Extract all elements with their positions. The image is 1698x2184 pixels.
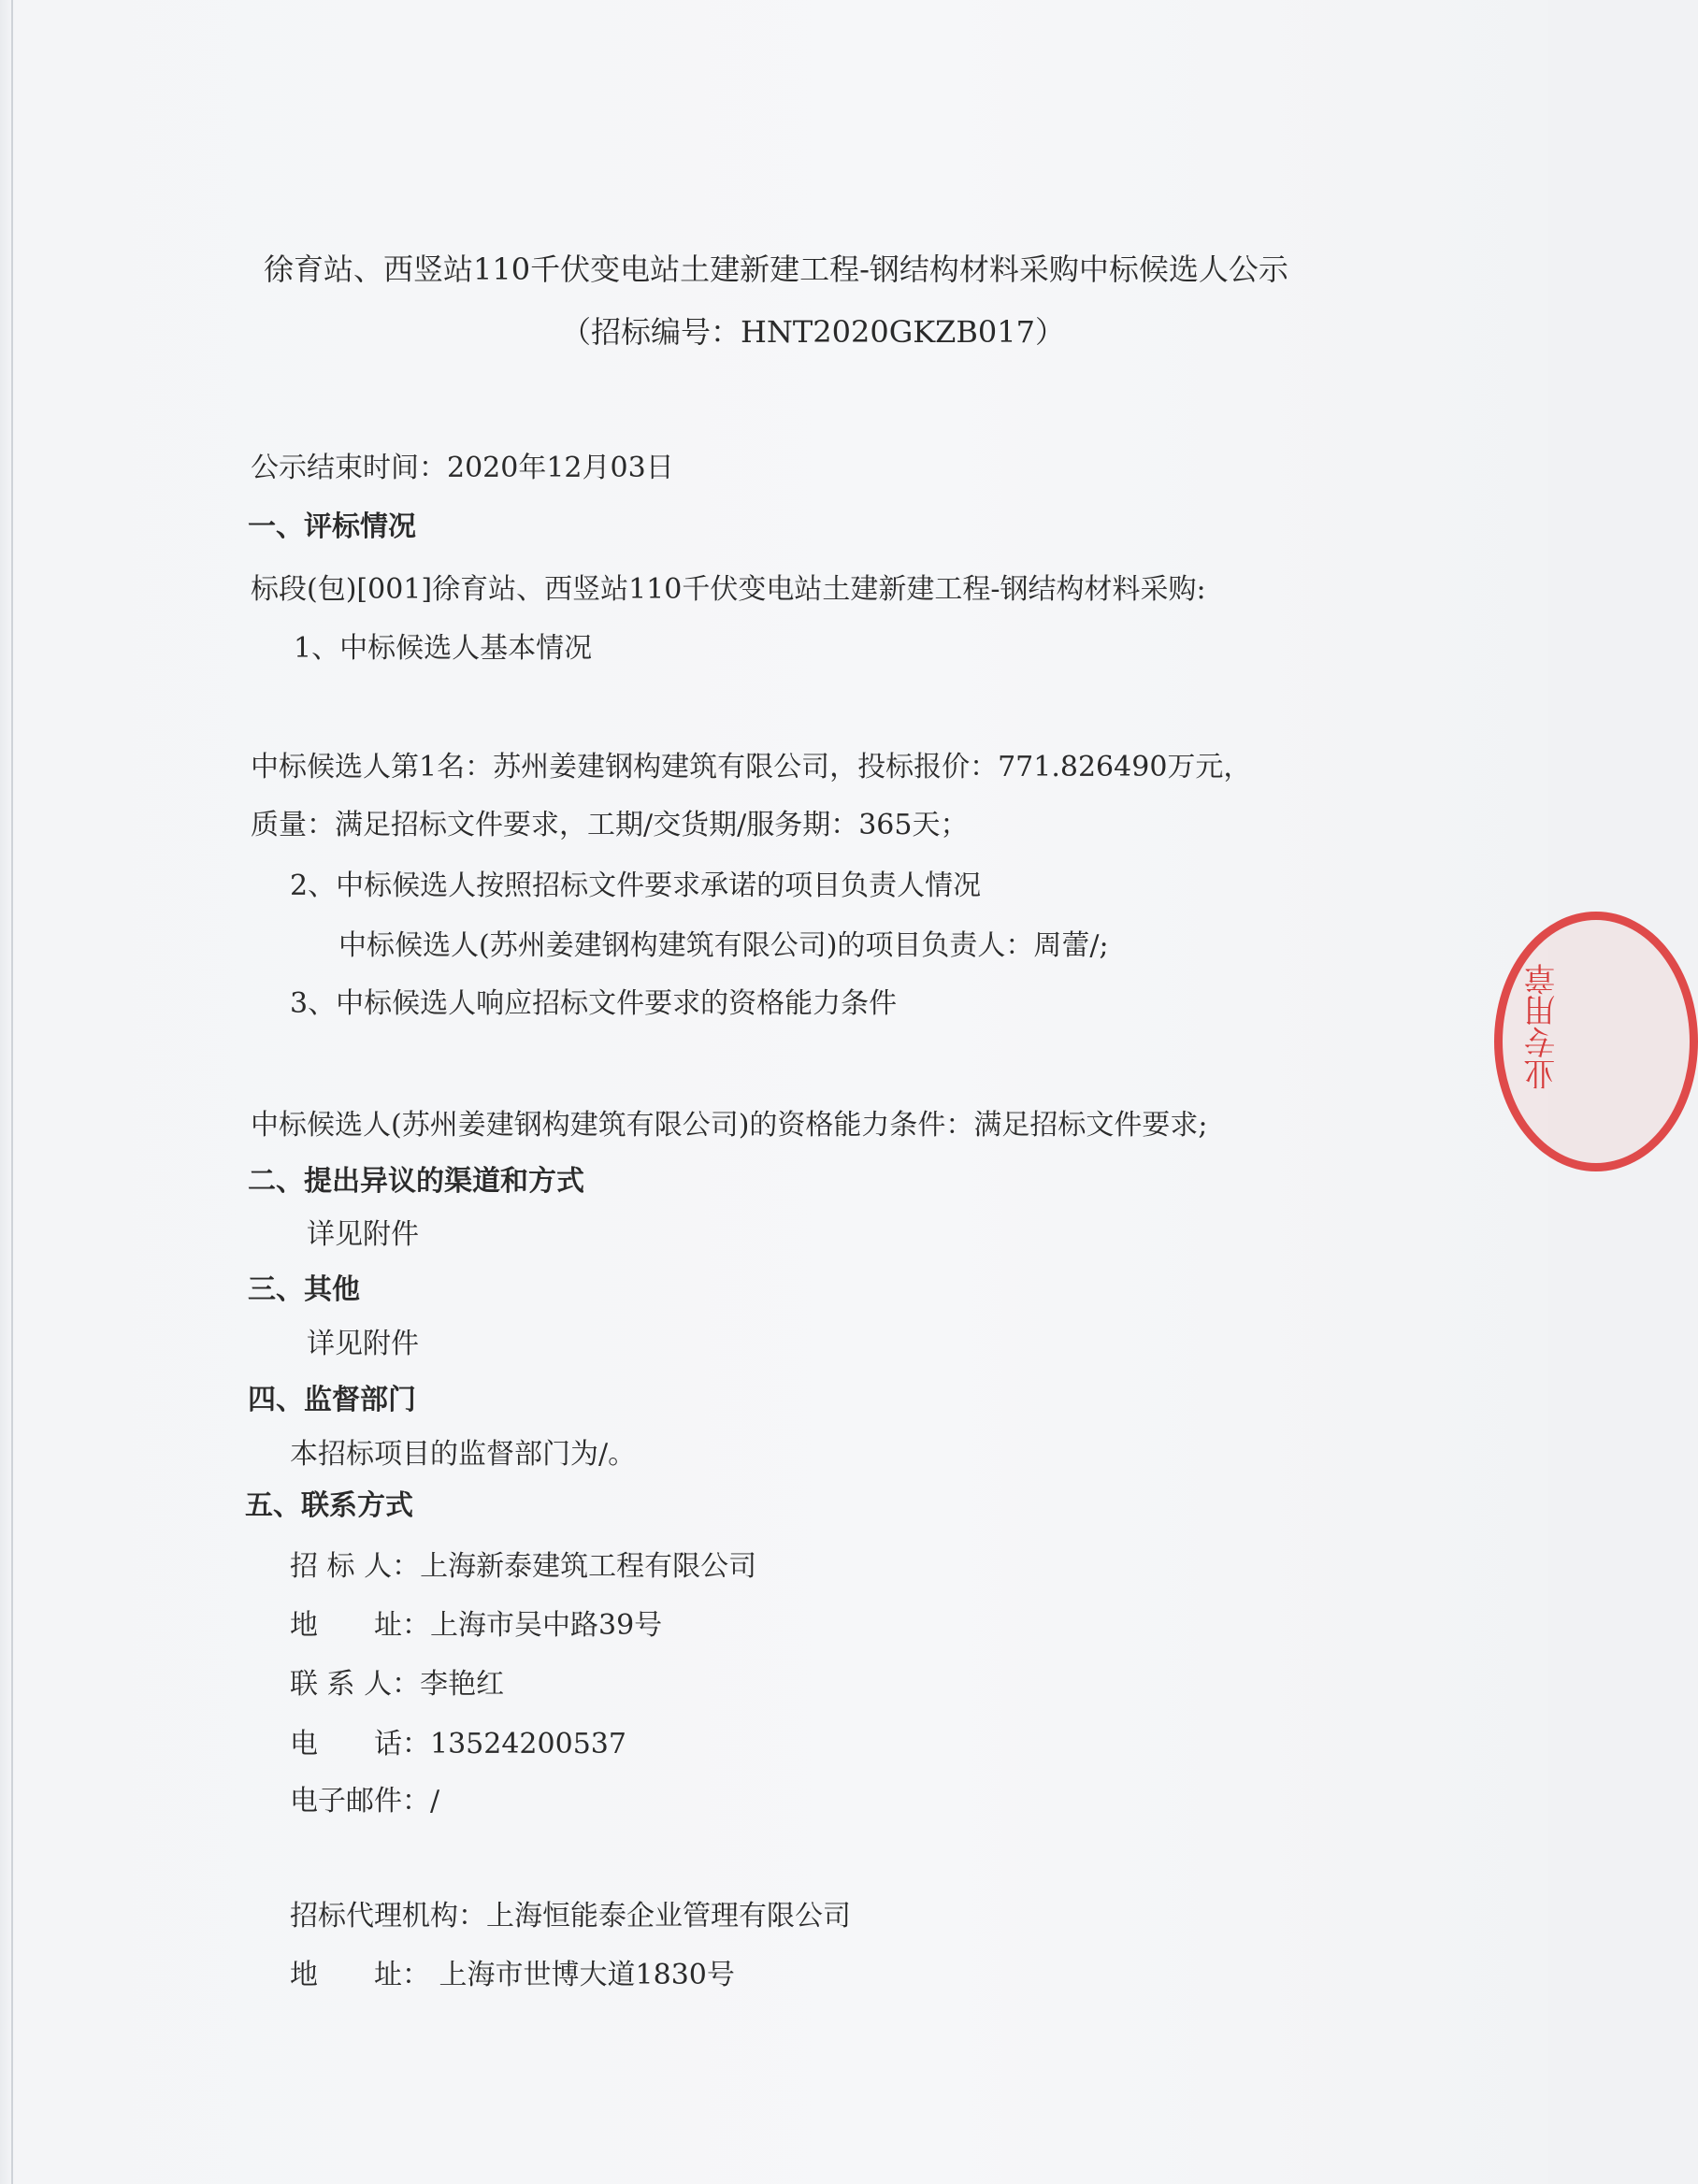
section2-text: 详见附件	[307, 1218, 419, 1251]
phone-line: 电 话：13524200537	[290, 1728, 626, 1760]
agency-line: 招标代理机构：上海恒能泰企业管理有限公司	[290, 1900, 851, 1933]
section3-heading: 三、其他	[248, 1273, 360, 1306]
lot-description: 标段(包)[001]徐育站、西竖站110千伏变电站土建新建工程-钢结构材料采购:	[251, 573, 1206, 606]
item2-title: 2、中标候选人按照招标文件要求承诺的项目负责人情况	[290, 869, 982, 902]
candidate-line1: 中标候选人第1名：苏州姜建钢构建筑有限公司，投标报价：771.826490万元，	[251, 751, 1252, 783]
tenderer-line: 招 标 人：上海新泰建筑工程有限公司	[290, 1550, 757, 1583]
item3-detail: 中标候选人(苏州姜建钢构建筑有限公司)的资格能力条件：满足招标文件要求;	[251, 1109, 1208, 1142]
tender-number: （招标编号：HNT2020GKZB017）	[561, 314, 1065, 350]
scan-edge	[11, 0, 13, 2184]
candidate-line2: 质量：满足招标文件要求，工期/交货期/服务期：365天；	[251, 809, 969, 841]
contact-line: 联 系 人：李艳红	[290, 1668, 505, 1701]
section3-text: 详见附件	[307, 1328, 419, 1360]
item2-detail: 中标候选人(苏州姜建钢构建筑有限公司)的项目负责人：周蕾/;	[338, 929, 1109, 962]
section5-heading: 五、联系方式	[245, 1489, 413, 1522]
seal-text: 业专用章	[1524, 963, 1561, 1090]
item3-title: 3、中标候选人响应招标文件要求的资格能力条件	[290, 987, 898, 1020]
section4-text: 本招标项目的监督部门为/。	[290, 1438, 637, 1471]
section2-heading: 二、提出异议的渠道和方式	[248, 1165, 584, 1198]
end-time: 公示结束时间：2020年12月03日	[251, 452, 674, 484]
address-line: 地 址：上海市吴中路39号	[290, 1609, 663, 1642]
agency-address-line: 地 址： 上海市世博大道1830号	[290, 1959, 735, 1991]
document-title: 徐育站、西竖站110千伏变电站土建新建工程-钢结构材料采购中标候选人公示	[264, 251, 1288, 287]
item1-title: 1、中标候选人基本情况	[294, 632, 593, 665]
section4-heading: 四、监督部门	[248, 1384, 416, 1416]
section1-heading: 一、评标情况	[248, 510, 416, 543]
email-line: 电子邮件：/	[290, 1785, 440, 1818]
